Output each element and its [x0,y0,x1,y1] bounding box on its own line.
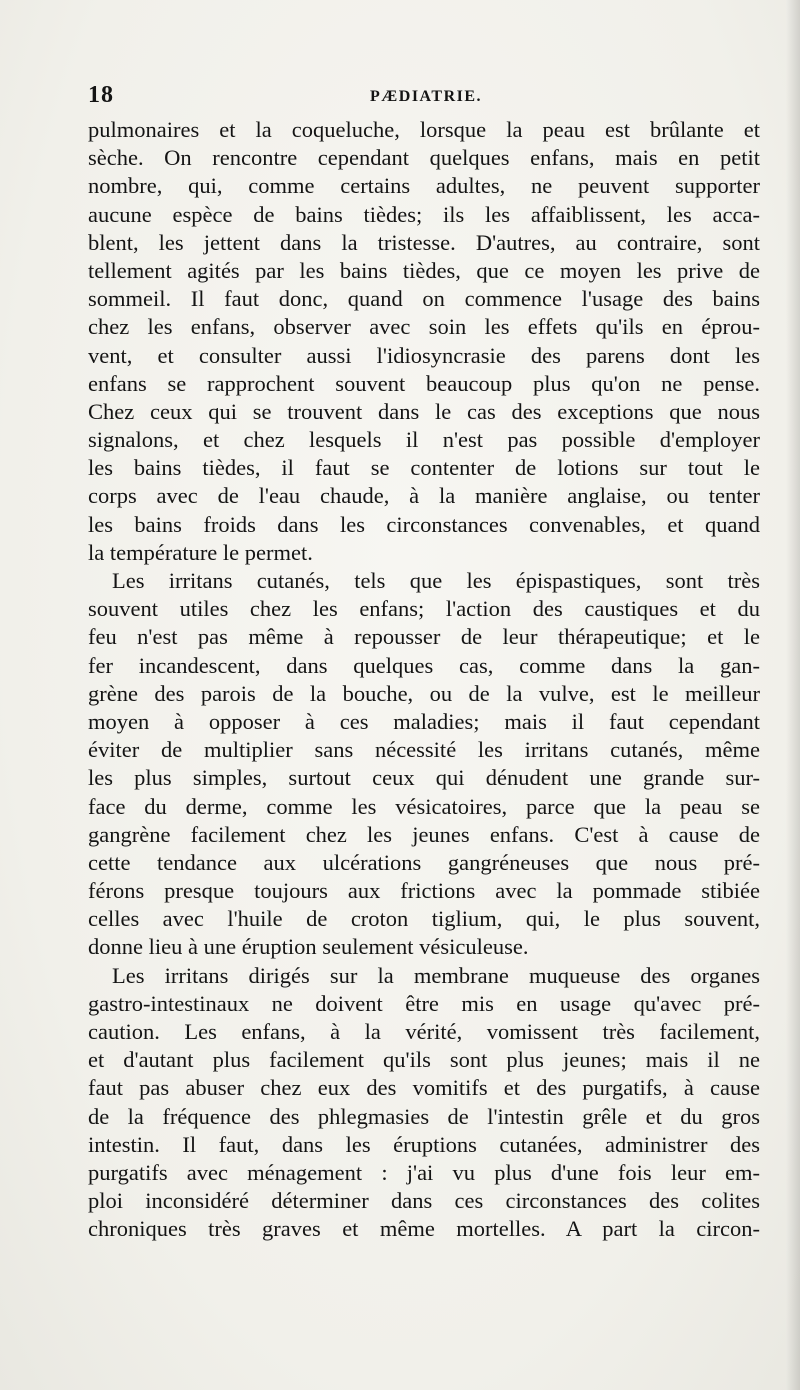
text-line: feu n'est pas même à repousser de leur thérapeutique; et le [88,624,760,650]
body-text [88,116,760,1244]
text-line: gastro-intestinaux ne doivent être mis en usage qu'avec pré- [88,990,760,1016]
text-line: Les irritans dirigés sur la membrane muqueuse des organes [112,962,760,988]
page-number: 18 [88,82,114,108]
text-line: purgatifs avec ménagement : j'ai vu plus d'une fois leur em- [88,1159,760,1185]
page-edge-shadow [786,0,800,1390]
text-line: moyen à opposer à ces maladies; mais il faut cependant [88,708,760,734]
paragraph [88,567,760,962]
text-line: et d'autant plus facilement qu'ils sont plus jeunes; mais il ne [88,1047,760,1073]
text-line: éviter de multiplier sans nécessité les irritans cutanés, même [88,737,760,763]
text-line: cette tendance aux ulcérations gangréneuses que nous pré- [88,849,760,875]
text-line: fer incandescent, dans quelques cas, comme dans la gan- [88,652,760,678]
text-line: intestin. Il faut, dans les éruptions cutanées, administrer des [88,1131,760,1157]
text-line: de la fréquence des phlegmasies de l'intestin grêle et du gros [88,1103,760,1129]
text-line: sèche. On rencontre cependant quelques enfans, mais en petit [88,145,760,171]
text-line: blent, les jettent dans la tristesse. D'autres, au contraire, sont [88,229,760,255]
text-line: face du derme, comme les vésicatoires, parce que la peau se [88,793,760,819]
text-line: les bains froids dans les circonstances convenables, et quand [88,511,760,537]
text-line: vent, et consulter aussi l'idiosyncrasie des parens dont les [88,342,760,368]
text-line: chez les enfans, observer avec soin les effets qu'ils en éprou- [88,314,760,340]
running-title: PÆDIATRIE. [370,88,483,105]
text-line: tellement agités par les bains tièdes, que ce moyen les prive de [88,257,760,283]
paragraph [88,116,760,567]
text-line: nombre, qui, comme certains adultes, ne peuvent supporter [88,173,760,199]
page-header [88,82,760,116]
text-line: Chez ceux qui se trouvent dans le cas des exceptions que nous [88,398,760,424]
text-line: la température le permet. [88,539,313,565]
text-line: enfans se rapprochent souvent beaucoup plus qu'on ne pense. [88,370,760,396]
text-line: celles avec l'huile de croton tiglium, qui, le plus souvent, [88,906,760,932]
text-line: donne lieu à une éruption seulement vésiculeuse. [88,934,529,960]
text-line: souvent utiles chez les enfans; l'action des caustiques et du [88,596,760,622]
text-line: aucune espèce de bains tièdes; ils les affaiblissent, les acca- [88,201,760,227]
paragraph [88,962,760,1244]
text-line: pulmonaires et la coqueluche, lorsque la peau est brûlante et [88,117,760,142]
text-line: ploi inconsidéré déterminer dans ces circonstances des colites [88,1188,760,1214]
text-line: signalons, et chez lesquels il n'est pas possible d'employer [88,427,760,453]
text-line: caution. Les enfans, à la vérité, vomissent très facilement, [88,1019,760,1044]
text-line: férons presque toujours aux frictions avec la pommade stibiée [88,878,760,904]
text-line: gangrène facilement chez les jeunes enfans. C'est à cause de [88,821,760,847]
text-line: les plus simples, surtout ceux qui dénudent une grande sur- [88,765,760,791]
text-line: corps avec de l'eau chaude, à la manière anglaise, ou tenter [88,483,760,509]
text-line: chroniques très graves et même mortelles. A part la circon- [88,1216,760,1242]
text-line: Les irritans cutanés, tels que les épispastiques, sont très [112,568,760,593]
text-line: sommeil. Il faut donc, quand on commence l'usage des bains [88,286,760,312]
text-line: grène des parois de la bouche, ou de la vulve, est le meilleur [88,680,760,706]
text-line: faut pas abuser chez eux des vomitifs et des purgatifs, à cause [88,1075,760,1101]
text-line: les bains tièdes, il faut se contenter de lotions sur tout le [88,455,760,481]
